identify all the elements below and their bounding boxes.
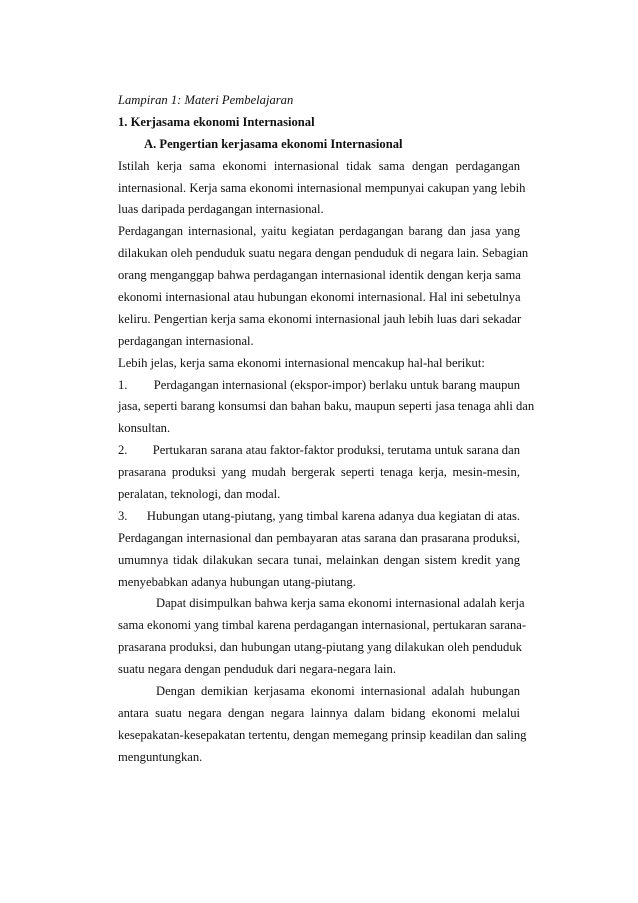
section-heading: 1. Kerjasama ekonomi Internasional <box>118 114 315 129</box>
paragraph-2-line: ekonomi internasional atau hubungan ekonomi internasional. Hal ini sebetulnya <box>118 290 521 305</box>
list-item-text: menyebabkan adanya hubungan utang-piutang. <box>118 574 356 589</box>
paragraph-4-line: kesepakatan-kesepakatan tertentu, dengan memegang prinsip keadilan dan saling <box>118 727 527 742</box>
list-item-text: jasa, seperti barang konsumsi dan bahan baku, maupun seperti jasa tenaga ahli dan <box>118 399 535 414</box>
list-item <box>118 440 520 462</box>
paragraph-3-line: prasarana produksi, dan hubungan utang-piutang yang dilakukan oleh penduduk <box>118 640 522 655</box>
list-item-text: peralatan, teknologi, dan modal. <box>118 487 281 502</box>
list-item-text: prasarana produksi yang mudah bergerak seperti tenaga kerja, mesin-mesin, <box>118 465 520 480</box>
list-item <box>118 375 520 397</box>
paragraph-2-line: keliru. Pengertian kerja sama ekonomi internasional jauh lebih luas dari sekadar <box>118 311 522 326</box>
list-item-number: 3. <box>118 508 128 523</box>
list-item-text: umumnya tidak dilakukan secara tunai, melainkan dengan sistem kredit yang <box>118 552 520 567</box>
list-intro: Lebih jelas, kerja sama ekonomi internasional mencakup hal-hal berikut: <box>118 355 485 370</box>
paragraph-1-line: internasional. Kerja sama ekonomi internasional mempunyai cakupan yang lebih <box>118 180 526 195</box>
paragraph-3-line: Dapat disimpulkan bahwa kerja sama ekonomi internasional adalah kerja <box>156 596 525 611</box>
paragraph-2-line: perdagangan internasional. <box>118 333 254 348</box>
list-item-number: 2. <box>118 443 128 458</box>
list-item-text: Hubungan utang-piutang, yang timbal karena adanya dua kegiatan di atas. <box>146 508 520 523</box>
paragraph-1-line: Istilah kerja sama ekonomi internasional tidak sama dengan perdagangan <box>118 158 520 173</box>
list-item-number: 1. <box>118 377 128 392</box>
document-body <box>118 90 535 769</box>
list-item-text: Pertukaran sarana atau faktor-faktor produksi, terutama untuk sarana dan <box>152 443 520 458</box>
paragraph-2-line: dilakukan oleh penduduk suatu negara dengan penduduk di negara lain. Sebagian <box>118 246 529 261</box>
paragraph-3-line: suatu negara dengan penduduk dari negara-negara lain. <box>118 662 396 677</box>
appendix-title: Lampiran 1: Materi Pembelajaran <box>118 93 294 107</box>
paragraph-3-line: sama ekonomi yang timbal karena perdagangan internasional, pertukaran sarana- <box>118 618 527 633</box>
paragraph-2-line: Perdagangan internasional, yaitu kegiatan perdagangan barang dan jasa yang <box>118 224 520 239</box>
list-item-text: Perdagangan internasional dan pembayaran atas sarana dan prasarana produksi, <box>118 530 520 545</box>
list-item <box>118 506 520 528</box>
paragraph-4-line: antara suatu negara dengan negara lainnya dalam bidang ekonomi melalui <box>118 705 520 720</box>
paragraph-1-line: luas daripada perdagangan internasional. <box>118 202 324 217</box>
subsection-heading: A. Pengertian kerjasama ekonomi Internasional <box>144 136 403 151</box>
paragraph-2-line: orang menganggap bahwa perdagangan internasional identik dengan kerja sama <box>118 268 521 283</box>
list-item-text: Perdagangan internasional (ekspor-impor) berlaku untuk barang maupun <box>153 377 520 392</box>
list-item-text: konsultan. <box>118 421 171 436</box>
paragraph-4-line: Dengan demikian kerjasama ekonomi internasional adalah hubungan <box>156 684 520 699</box>
paragraph-4-line: menguntungkan. <box>118 749 203 764</box>
